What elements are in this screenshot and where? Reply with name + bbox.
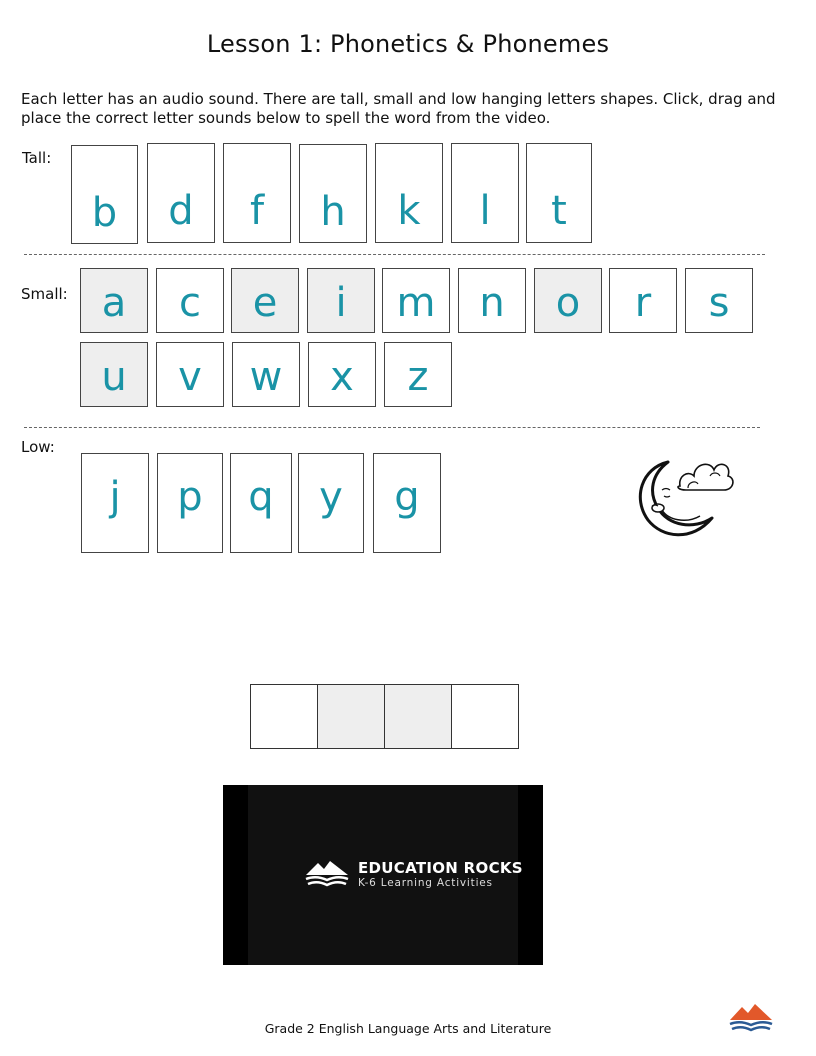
brand-subtitle: K-6 Learning Activities [358, 877, 493, 889]
moon-cloud-icon [628, 446, 736, 546]
divider-small-low [24, 427, 760, 428]
letter-card-h[interactable]: h [299, 144, 367, 243]
page-title: Lesson 1: Phonetics & Phonemes [206, 30, 610, 58]
letter-card-b[interactable]: b [71, 145, 138, 244]
letter-card-q[interactable]: q [230, 453, 292, 553]
education-rocks-logo-icon [728, 1002, 774, 1032]
letter-card-p[interactable]: p [157, 453, 223, 553]
instructions-text: Each letter has an audio sound. There are tall, small and low hanging letters shapes. Click, drag and place the correct letter sounds below to spell the word from the video. [21, 90, 776, 127]
letter-card-t[interactable]: t [526, 143, 592, 243]
footer-text: Grade 2 English Language Arts and Literature [264, 1021, 552, 1036]
letter-card-v[interactable]: v [156, 342, 224, 407]
answer-slot-1[interactable] [250, 684, 318, 749]
low-label: Low: [21, 438, 55, 456]
letter-card-u[interactable]: u [80, 342, 148, 407]
letter-card-r[interactable]: r [609, 268, 677, 333]
letter-card-z[interactable]: z [384, 342, 452, 407]
letter-card-o[interactable]: o [534, 268, 602, 333]
letter-card-m[interactable]: m [382, 268, 450, 333]
letter-card-e[interactable]: e [231, 268, 299, 333]
small-label: Small: [21, 285, 68, 303]
tall-label: Tall: [22, 149, 52, 167]
letter-card-d[interactable]: d [147, 143, 215, 243]
letter-card-w[interactable]: w [232, 342, 300, 407]
letter-card-g[interactable]: g [373, 453, 441, 553]
brand-name: EDUCATION ROCKS [358, 859, 523, 877]
mountain-book-icon [304, 859, 350, 887]
answer-slot-2[interactable] [317, 684, 385, 749]
letter-card-y[interactable]: y [298, 453, 364, 553]
letter-card-c[interactable]: c [156, 268, 224, 333]
video-player[interactable] [223, 785, 543, 965]
letter-card-k[interactable]: k [375, 143, 443, 243]
letter-card-f[interactable]: f [223, 143, 291, 243]
letter-card-a[interactable]: a [80, 268, 148, 333]
letter-card-i[interactable]: i [307, 268, 375, 333]
answer-slot-4[interactable] [451, 684, 519, 749]
letter-card-s[interactable]: s [685, 268, 753, 333]
divider-tall-small [24, 254, 765, 255]
answer-slot-3[interactable] [384, 684, 452, 749]
letter-card-x[interactable]: x [308, 342, 376, 407]
letter-card-j[interactable]: j [81, 453, 149, 553]
letter-card-l[interactable]: l [451, 143, 519, 243]
letter-card-n[interactable]: n [458, 268, 526, 333]
video-frame [248, 785, 523, 965]
